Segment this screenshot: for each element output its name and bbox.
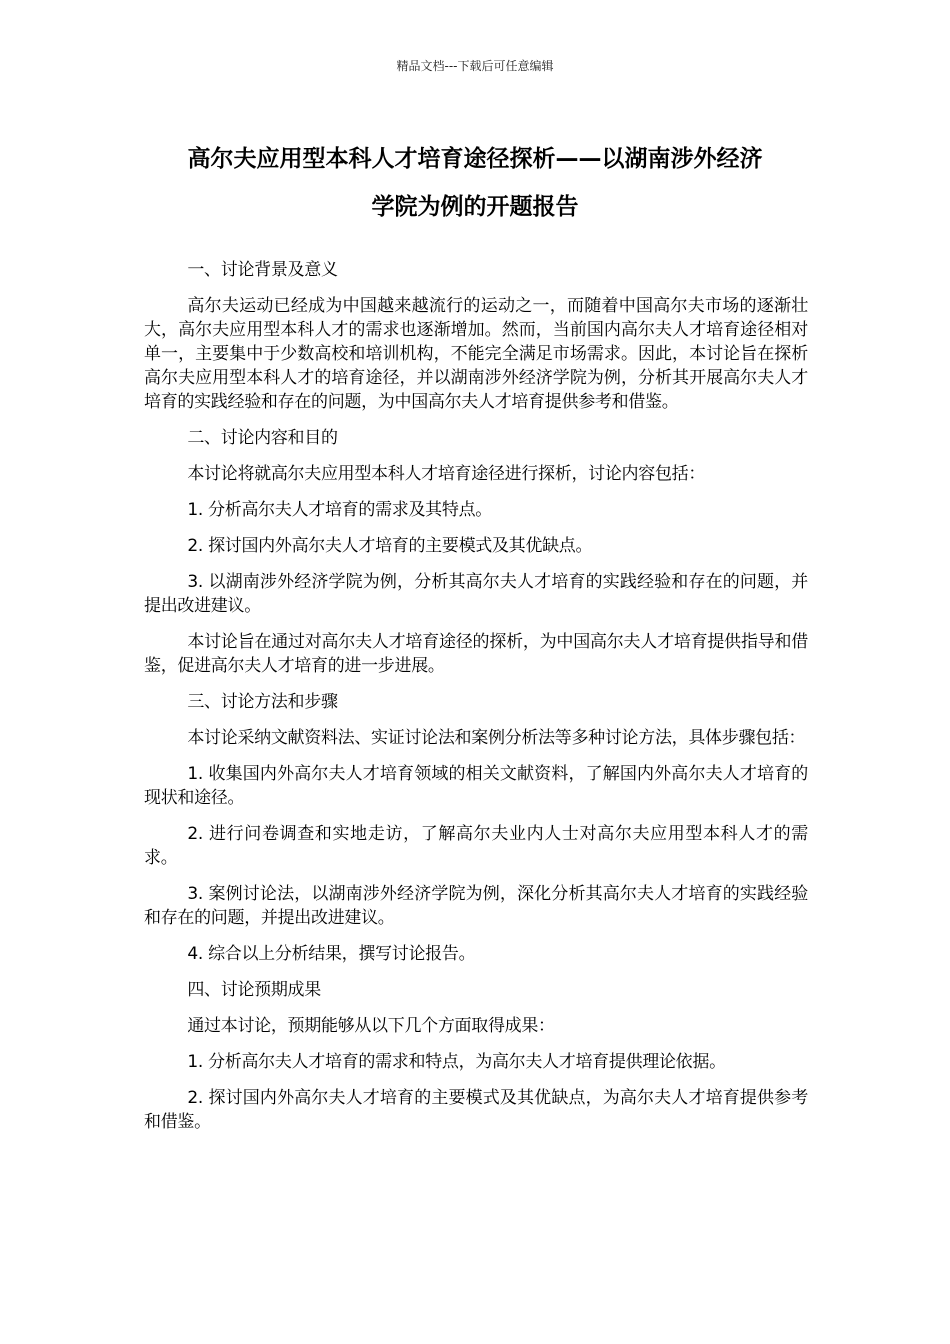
list-item-content-1: 1. 分析高尔夫人才培育的需求及其特点。 — [187, 500, 492, 520]
list-item-methods-1: 1. 收集国内外高尔夫人才培育领域的相关文献资料，了解国内外高尔夫人才培育的现状和途径。 — [144, 764, 808, 808]
section-heading-content-purpose: 二、讨论内容和目的 — [187, 428, 338, 448]
list-item-results-2: 2. 探讨国内外高尔夫人才培育的主要模式及其优缺点，为高尔夫人才培育提供参考和借鉴。 — [144, 1088, 808, 1132]
paragraph-results-intro: 通过本讨论，预期能够从以下几个方面取得成果： — [187, 1016, 555, 1036]
list-item-methods-4: 4. 综合以上分析结果，撰写讨论报告。 — [187, 944, 476, 964]
list-item-methods-3: 3. 案例讨论法，以湖南涉外经济学院为例，深化分析其高尔夫人才培育的实践经验和存在的问题，并提出改进建议。 — [144, 884, 808, 928]
list-item-content-2: 2. 探讨国内外高尔夫人才培育的主要模式及其优缺点。 — [187, 536, 593, 556]
paragraph-purpose: 本讨论旨在通过对高尔夫人才培育途径的探析，为中国高尔夫人才培育提供指导和借鉴，促进高尔夫人才培育的进一步进展。 — [144, 632, 808, 676]
document-title-line-1: 高尔夫应用型本科人才培育途径探析——以湖南涉外经济 — [187, 146, 763, 172]
paragraph-methods-intro: 本讨论采纳文献资料法、实证讨论法和案例分析法等多种讨论方法，具体步骤包括： — [187, 728, 806, 748]
list-item-results-1: 1. 分析高尔夫人才培育的需求和特点，为高尔夫人才培育提供理论依据。 — [187, 1052, 726, 1072]
paragraph-content-intro: 本讨论将就高尔夫应用型本科人才培育途径进行探析，讨论内容包括： — [187, 464, 706, 484]
document-title-line-2: 学院为例的开题报告 — [371, 194, 579, 220]
paragraph-background: 高尔夫运动已经成为中国越来越流行的运动之一，而随着中国高尔夫市场的逐渐壮大，高尔夫应用型本科人才的需求也逐渐增加。然而，当前国内高尔夫人才培育途径相对单一，主要集中于少数高校和培训机构，不能完全满足市场需求。因此，本讨论旨在探析高尔夫应用型本科人才的培育途径，并以湖南涉外经济学院为例，分析其开展高尔夫人才培育的实践经验和存在的问题，为中国高尔夫人才培育提供参考和借鉴。 — [144, 296, 808, 412]
section-heading-background: 一、讨论背景及意义 — [187, 260, 338, 280]
list-item-methods-2: 2. 进行问卷调查和实地走访，了解高尔夫业内人士对高尔夫应用型本科人才的需求。 — [144, 824, 808, 868]
section-heading-methods: 三、讨论方法和步骤 — [187, 692, 338, 712]
list-item-content-3: 3. 以湖南涉外经济学院为例，分析其高尔夫人才培育的实践经验和存在的问题，并提出改进建议。 — [144, 572, 808, 616]
section-heading-expected-results: 四、讨论预期成果 — [187, 980, 321, 1000]
page-header-watermark: 精品文档---下载后可任意编辑 — [396, 59, 554, 73]
document-title — [130, 135, 820, 231]
document-body — [144, 258, 808, 1146]
